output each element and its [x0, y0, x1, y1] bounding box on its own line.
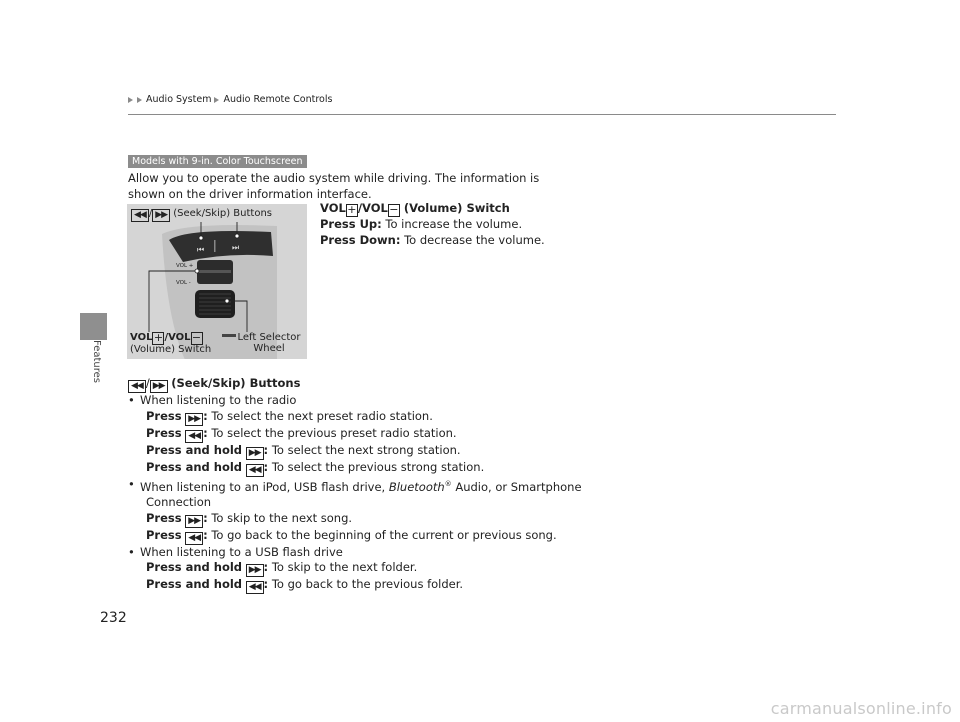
figure-label-wheel: Left Selector Wheel	[237, 332, 301, 354]
radio-next-strong-line: Press and hold ▶▶ : To select the next strong station.	[146, 442, 461, 458]
figure-label-volume: VOL+/VOL−	[130, 331, 202, 344]
next-track-icon: ▶▶	[246, 564, 264, 577]
model-badge: Models with 9-in. Color Touchscreen	[128, 155, 307, 168]
breadcrumb-arrow-icon	[214, 97, 219, 103]
svg-text:⏭: ⏭	[232, 243, 240, 252]
next-track-icon: ▶▶	[152, 209, 170, 222]
section-tab	[80, 313, 107, 340]
previous-track-icon: ◀◀	[185, 430, 203, 443]
radio-next-preset-line: Press ▶▶ : To select the next preset radio station.	[146, 408, 433, 424]
previous-track-icon: ◀◀	[185, 532, 203, 545]
seek-section	[128, 376, 688, 594]
radio-prev-strong-line: Press and hold ◀◀ : To select the previous strong station.	[146, 459, 485, 475]
ipod-next-line: Press ▶▶ : To skip to the next song.	[146, 510, 353, 526]
previous-track-icon: ◀◀	[246, 581, 264, 594]
figure-label-seek: ◀◀ / ▶▶ (Seek/Skip) Buttons	[131, 208, 272, 222]
section-label: Features	[91, 340, 102, 383]
breadcrumb-arrow-icon	[137, 97, 142, 103]
plus-icon: +	[153, 331, 164, 344]
bullet-usb: • When listening to a USB flash drive	[128, 544, 343, 559]
press-up-line: Press Up: To increase the volume.	[320, 217, 523, 231]
plus-icon: +	[347, 203, 357, 216]
minus-icon: −	[191, 331, 202, 344]
radio-prev-preset-line: Press ◀◀ : To select the previous preset radio station.	[146, 425, 457, 441]
header-rule	[128, 114, 836, 115]
vol-minus-mark: VOL -	[176, 280, 191, 286]
bullet-ipod: • When listening to an iPod, USB flash drive, Bluetooth® Audio, or Smartphone	[128, 476, 582, 494]
vol-plus-mark: VOL +	[176, 263, 194, 269]
usb-next-line: Press and hold ▶▶ : To skip to the next folder.	[146, 560, 418, 576]
figure-label-volume-line2: (Volume) Switch	[130, 344, 212, 355]
previous-track-icon: ◀◀	[128, 380, 146, 393]
watermark: carmanualsonline.info	[770, 699, 952, 718]
next-track-icon: ▶▶	[185, 515, 203, 528]
breadcrumb-item: Audio Remote Controls	[223, 94, 333, 105]
press-down-line: Press Down: To decrease the volume.	[320, 232, 545, 247]
ipod-bullet-line2: Connection	[146, 495, 212, 510]
next-track-icon: ▶▶	[150, 380, 168, 393]
next-track-icon: ▶▶	[246, 447, 264, 460]
seek-heading: ◀◀ / ▶▶ (Seek/Skip) Buttons	[128, 376, 688, 393]
next-track-icon: ▶▶	[185, 413, 203, 426]
previous-track-icon: ◀◀	[131, 209, 149, 222]
intro-paragraph: Allow you to operate the audio system while driving. The information is shown on the driver information interface.	[128, 171, 540, 201]
volume-heading: VOL+/VOL− (Volume) Switch	[320, 201, 510, 216]
steering-wheel-figure	[127, 204, 307, 359]
volume-section	[320, 201, 620, 248]
ipod-prev-line: Press ◀◀ : To go back to the beginning of the current or previous song.	[146, 527, 557, 543]
breadcrumb-item: Audio System	[146, 94, 212, 105]
svg-text:⏮: ⏮	[197, 245, 205, 254]
page-number: 232	[100, 610, 127, 626]
breadcrumb	[128, 94, 332, 105]
usb-prev-line: Press and hold ◀◀ : To go back to the previous folder.	[146, 577, 464, 593]
previous-track-icon: ◀◀	[246, 464, 264, 477]
bullet-radio: • When listening to the radio	[128, 393, 297, 407]
breadcrumb-arrow-icon	[128, 97, 133, 103]
minus-icon: −	[389, 203, 399, 216]
